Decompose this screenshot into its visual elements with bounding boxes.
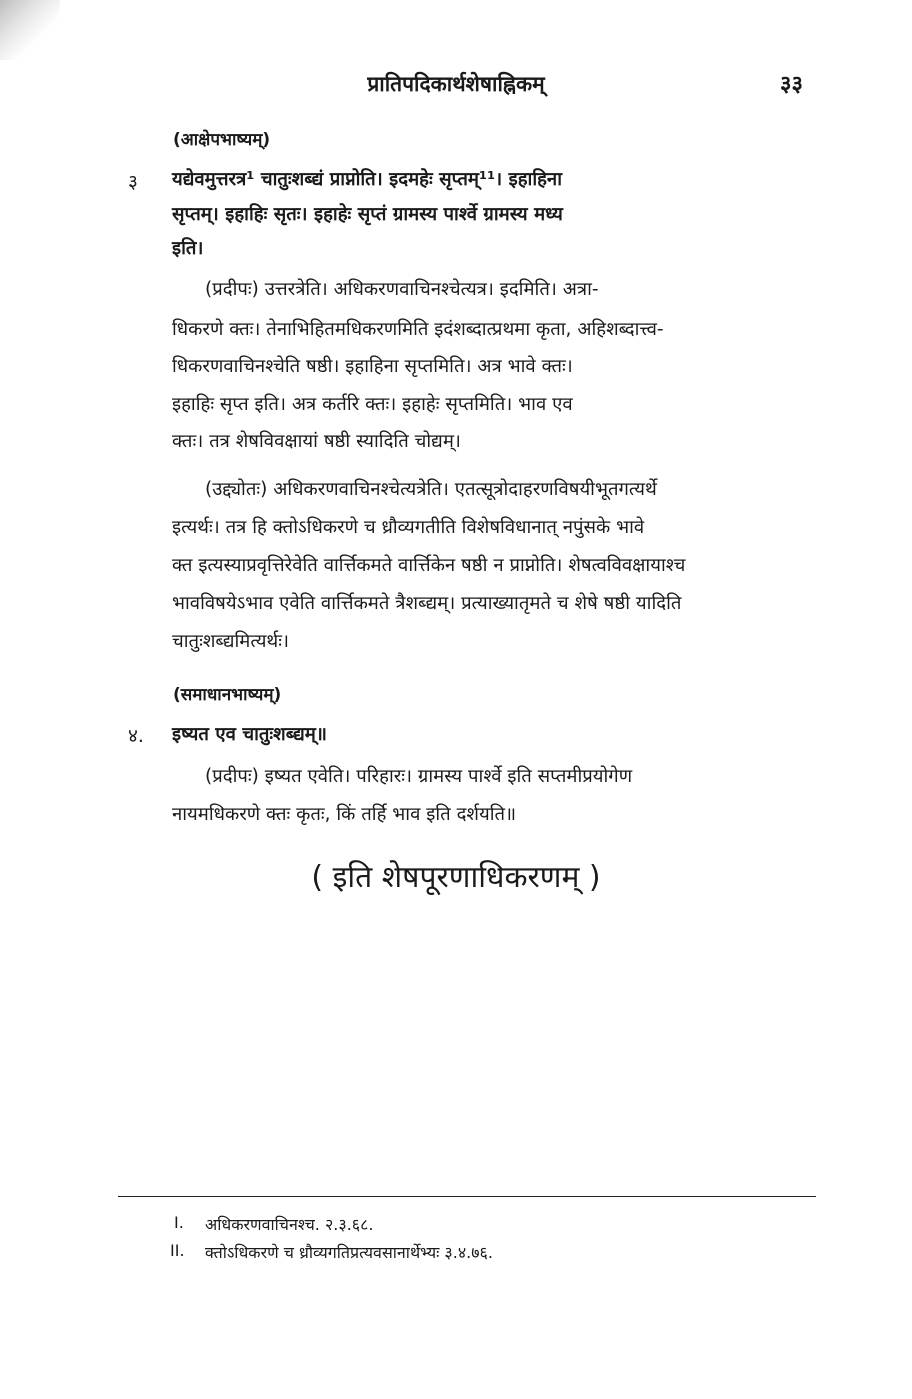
uddyota-line-1: (उद्द्योतः) अधिकरणवाचिनश्चेत्यत्रेति। एतत्सूत्रोदाहरणविषयीभूतगत्यर्थे (205, 479, 657, 500)
pradipa1-line-3: धिकरणवाचिनश्चेति षष्ठी। इहाहिना सृप्तमिति। अत्र भावे क्तः। (172, 356, 573, 377)
scan-corner-shadow (0, 0, 60, 60)
footnote-marker-1: I. (174, 1213, 184, 1232)
footnote-text-2: क्तोऽधिकरणे च ध्रौव्यगतिप्रत्यवसानार्थेभ्यः ३.४.७६. (205, 1243, 493, 1262)
footnote-rule (118, 1196, 816, 1197)
bhashya-line-1: यद्येवमुत्तरत्र¹ चातुःशब्द्यं प्राप्नोति। इदमहेः सृप्तम्¹¹। इहाहिना (172, 169, 562, 190)
footnote-marker-2: II. (170, 1241, 185, 1260)
section-label-samadhana: (समाधानभाष्यम्) (173, 685, 282, 705)
footnote-text-1: अधिकरणवाचिनश्च. २.३.६८. (205, 1215, 374, 1234)
pradipa1-line-5: क्तः। तत्र शेषविवक्षायां षष्ठी स्यादिति चोद्यम्। (172, 431, 461, 452)
uddyota-line-4: भावविषयेऽभाव एवेति वार्त्तिकमते त्रैशब्द्यम्। प्रत्याख्यातृमते च शेषे षष्ठी यादिति (172, 593, 682, 614)
pradipa1-line-2: धिकरणे क्तः। तेनाभिहितमधिकरणमिति इदंशब्दात्प्रथमा कृता, अहिशब्दात्त्व- (172, 319, 664, 340)
page-number: ३३ (780, 72, 803, 97)
pradipa1-line-1: (प्रदीपः) उत्तरत्रेति। अधिकरणवाचिनश्चेत्यत्र। इदमिति। अत्रा- (205, 279, 599, 300)
pradipa1-line-4: इहाहिः सृप्त इति। अत्र कर्तरि क्तः। इहाहेः सृप्तमिति। भाव एव (172, 394, 573, 415)
uddyota-line-3: क्त इत्यस्याप्रवृत्तिरेवेति वार्त्तिकमते वार्त्तिकेन षष्ठी न प्राप्नोति। शेषत्वविवक्षायाश्च (172, 555, 686, 576)
section-closing-title: ( इति शेषपूरणाधिकरणम् ) (311, 860, 601, 895)
bhashya-line-2: सृप्तम्। इहाहिः सृतः। इहाहेः सृप्तं ग्रामस्य पार्श्वे ग्रामस्य मध्य (172, 204, 563, 225)
bhashya-line-3: इति। (172, 238, 204, 259)
section-number-4: ४. (128, 725, 144, 747)
uddyota-line-2: इत्यर्थः। तत्र हि क्तोऽधिकरणे च ध्रौव्यगतीति विशेषविधानात् नपुंसके भावे (172, 517, 645, 538)
running-title: प्रातिपदिकार्थशेषाह्निकम् (367, 72, 545, 96)
pradipa2-line-2: नायमधिकरणे क्तः कृतः, किं तर्हि भाव इति दर्शयति॥ (172, 804, 517, 825)
samadhana-line: इष्यत एव चातुःशब्द्यम्॥ (172, 724, 327, 745)
uddyota-line-5: चातुःशब्द्यमित्यर्थः। (172, 631, 289, 652)
section-number-3: ३ (128, 171, 138, 193)
section-label-akshepa: (आक्षेपभाष्यम्) (173, 130, 271, 150)
pradipa2-line-1: (प्रदीपः) इष्यत एवेति। परिहारः। ग्रामस्य पार्श्वे इति सप्तमीप्रयोगेण (205, 766, 633, 787)
